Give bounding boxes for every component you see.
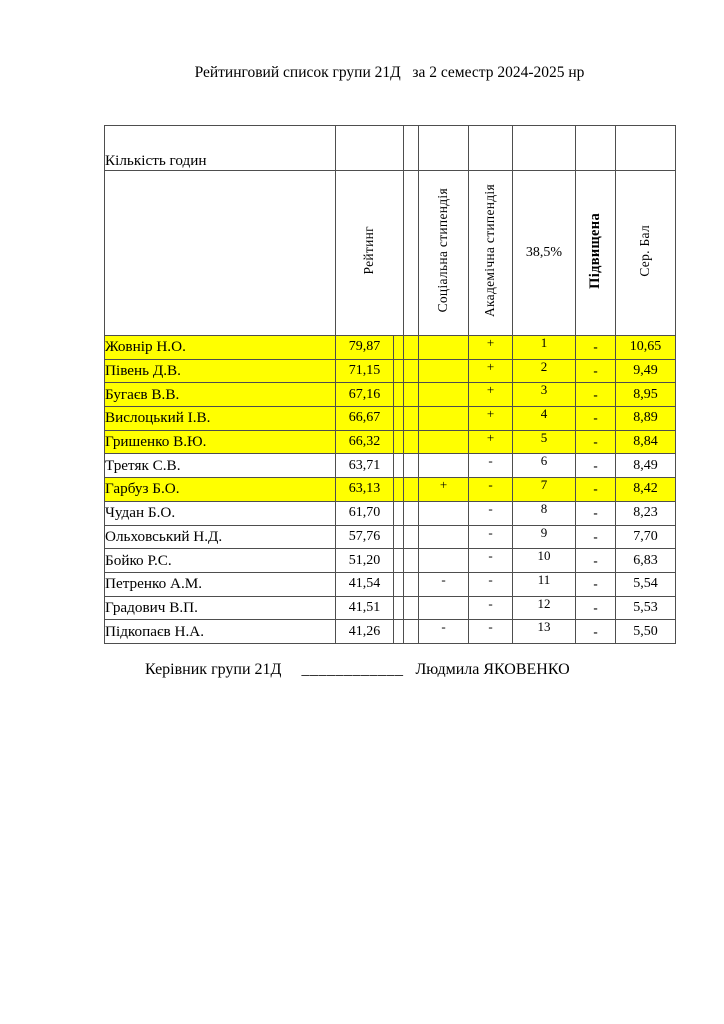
signature-blank: ____________ xyxy=(301,661,404,678)
spacer-cell xyxy=(404,478,419,502)
social-scholarship-cell xyxy=(419,596,469,620)
spacer-cell xyxy=(394,596,404,620)
social-scholarship-cell xyxy=(419,336,469,360)
academic-scholarship-cell: - xyxy=(469,620,513,644)
rank-cell: 2 xyxy=(513,359,576,383)
table-body xyxy=(105,336,676,644)
social-scholarship-cell xyxy=(419,549,469,573)
raised-scholarship-cell: - xyxy=(576,596,616,620)
table-row xyxy=(105,478,676,502)
percent-column-label: 38,5% xyxy=(525,245,563,260)
average-grade-cell: 8,49 xyxy=(616,454,676,478)
rating-value-cell: 63,71 xyxy=(336,454,394,478)
student-name-cell: Бойко Р.С. xyxy=(105,549,336,573)
average-grade-cell: 10,65 xyxy=(616,336,676,360)
header-spacer-cell xyxy=(469,126,513,171)
academic-scholarship-cell: - xyxy=(469,525,513,549)
social-scholarship-cell xyxy=(419,525,469,549)
student-name-cell: Вислоцький І.В. xyxy=(105,407,336,431)
spacer-cell xyxy=(394,407,404,431)
social-scholarship-cell xyxy=(419,501,469,525)
rating-value-cell: 66,32 xyxy=(336,430,394,454)
table-row xyxy=(105,336,676,360)
spacer-cell xyxy=(404,430,419,454)
raised-scholarship-column-label: Підвищена xyxy=(586,212,603,289)
table-row xyxy=(105,620,676,644)
student-name-cell: Жовнір Н.О. xyxy=(105,336,336,360)
spacer-cell xyxy=(404,407,419,431)
academic-scholarship-cell: - xyxy=(469,572,513,596)
table-row xyxy=(105,407,676,431)
raised-scholarship-cell: - xyxy=(576,430,616,454)
rank-cell: 3 xyxy=(513,383,576,407)
academic-scholarship-column-label: Академічна стипендія xyxy=(482,183,498,318)
average-column-header-cell xyxy=(616,171,676,336)
average-grade-cell: 7,70 xyxy=(616,525,676,549)
academic-scholarship-cell: - xyxy=(469,454,513,478)
average-grade-cell: 8,89 xyxy=(616,407,676,431)
social-scholarship-cell xyxy=(419,383,469,407)
academic-scholarship-cell: - xyxy=(469,549,513,573)
rating-value-cell: 67,16 xyxy=(336,383,394,407)
table-row xyxy=(105,430,676,454)
raised-scholarship-cell: - xyxy=(576,454,616,478)
rank-cell: 12 xyxy=(513,596,576,620)
social-column-header-cell xyxy=(419,171,469,336)
social-scholarship-cell xyxy=(419,407,469,431)
spacer-cell xyxy=(404,549,419,573)
header-spacer-cell xyxy=(576,126,616,171)
spacer-cell xyxy=(404,501,419,525)
rating-value-cell: 63,13 xyxy=(336,478,394,502)
student-name-cell: Бугаєв В.В. xyxy=(105,383,336,407)
spacer-cell xyxy=(394,454,404,478)
social-scholarship-column-label: Соціальна стипендія xyxy=(435,188,451,313)
spacer-cell xyxy=(394,478,404,502)
spacer-cell xyxy=(404,572,419,596)
table-row xyxy=(105,454,676,478)
footer-prefix: Керівник групи 21Д xyxy=(145,661,282,678)
rating-value-cell: 51,20 xyxy=(336,549,394,573)
hours-header-cell: Кількість годин xyxy=(105,126,336,171)
signature-line xyxy=(145,661,570,679)
rank-cell: 4 xyxy=(513,407,576,431)
raised-scholarship-cell: - xyxy=(576,383,616,407)
student-name-cell: Гарбуз Б.О. xyxy=(105,478,336,502)
social-scholarship-cell: - xyxy=(419,572,469,596)
rating-column-header-cell xyxy=(336,171,404,336)
table-row xyxy=(105,572,676,596)
academic-scholarship-cell: - xyxy=(469,596,513,620)
social-scholarship-cell xyxy=(419,430,469,454)
rank-cell: 9 xyxy=(513,525,576,549)
student-name-cell: Гришенко В.Ю. xyxy=(105,430,336,454)
table-row xyxy=(105,549,676,573)
social-scholarship-cell xyxy=(419,454,469,478)
rating-value-cell: 41,51 xyxy=(336,596,394,620)
raised-scholarship-cell: - xyxy=(576,549,616,573)
table-row xyxy=(105,596,676,620)
academic-column-header-cell xyxy=(469,171,513,336)
spacer-cell xyxy=(394,359,404,383)
rank-cell: 10 xyxy=(513,549,576,573)
average-grade-cell: 8,23 xyxy=(616,501,676,525)
spacer-cell xyxy=(394,501,404,525)
academic-scholarship-cell: + xyxy=(469,336,513,360)
header-spacer-cell xyxy=(616,126,676,171)
spacer-cell xyxy=(394,383,404,407)
spacer-cell xyxy=(394,572,404,596)
average-grade-cell: 8,42 xyxy=(616,478,676,502)
student-name-cell: Градович В.П. xyxy=(105,596,336,620)
spacer-cell xyxy=(394,336,404,360)
raised-scholarship-cell: - xyxy=(576,336,616,360)
rating-column-label: Рейтинг xyxy=(361,226,377,275)
rating-value-cell: 66,67 xyxy=(336,407,394,431)
rank-cell: 1 xyxy=(513,336,576,360)
average-grade-cell: 5,53 xyxy=(616,596,676,620)
academic-scholarship-cell: + xyxy=(469,359,513,383)
academic-scholarship-cell: + xyxy=(469,407,513,431)
rank-cell: 5 xyxy=(513,430,576,454)
rating-value-cell: 57,76 xyxy=(336,525,394,549)
student-name-cell: Чудан Б.О. xyxy=(105,501,336,525)
academic-scholarship-cell: + xyxy=(469,430,513,454)
average-grade-cell: 6,83 xyxy=(616,549,676,573)
rank-cell: 13 xyxy=(513,620,576,644)
average-grade-cell: 8,95 xyxy=(616,383,676,407)
student-name-cell: Третяк С.В. xyxy=(105,454,336,478)
academic-scholarship-cell: - xyxy=(469,478,513,502)
average-grade-cell: 5,50 xyxy=(616,620,676,644)
raised-column-header-cell xyxy=(576,171,616,336)
page-title: Рейтинговий список групи 21Д за 2 семестр 2024-2025 нр xyxy=(194,64,585,81)
raised-scholarship-cell: - xyxy=(576,525,616,549)
spacer-cell xyxy=(404,383,419,407)
student-name-cell: Ольховський Н.Д. xyxy=(105,525,336,549)
table-row xyxy=(105,501,676,525)
social-scholarship-cell xyxy=(419,359,469,383)
header-spacer-cell xyxy=(419,126,469,171)
header-spacer-cell xyxy=(513,126,576,171)
average-grade-column-label: Сер. Бал xyxy=(637,224,653,277)
table-row xyxy=(105,383,676,407)
rating-value-cell: 41,54 xyxy=(336,572,394,596)
header-spacer-cell xyxy=(404,126,419,171)
rank-cell: 7 xyxy=(513,478,576,502)
raised-scholarship-cell: - xyxy=(576,407,616,431)
table-header-row-hours xyxy=(105,126,676,171)
table-row xyxy=(105,359,676,383)
spacer-cell xyxy=(404,596,419,620)
percent-column-header-cell xyxy=(513,171,576,336)
spacer-cell xyxy=(404,359,419,383)
academic-scholarship-cell: + xyxy=(469,383,513,407)
average-grade-cell: 8,84 xyxy=(616,430,676,454)
social-scholarship-cell: - xyxy=(419,620,469,644)
rating-value-cell: 41,26 xyxy=(336,620,394,644)
header-spacer-cell xyxy=(336,126,404,171)
raised-scholarship-cell: - xyxy=(576,359,616,383)
rating-value-cell: 79,87 xyxy=(336,336,394,360)
rating-value-cell: 71,15 xyxy=(336,359,394,383)
rank-cell: 11 xyxy=(513,572,576,596)
spacer-cell xyxy=(404,620,419,644)
spacer-cell xyxy=(394,430,404,454)
raised-scholarship-cell: - xyxy=(576,572,616,596)
table-header-section xyxy=(105,126,676,336)
spacer-cell xyxy=(404,454,419,478)
student-name-cell: Петренко А.М. xyxy=(105,572,336,596)
raised-scholarship-cell: - xyxy=(576,620,616,644)
table-row xyxy=(105,525,676,549)
rating-table xyxy=(104,125,676,644)
rank-cell: 8 xyxy=(513,501,576,525)
spacer-cell xyxy=(404,336,419,360)
header-spacer-cell xyxy=(404,171,419,336)
spacer-cell xyxy=(394,525,404,549)
average-grade-cell: 5,54 xyxy=(616,572,676,596)
social-scholarship-cell: + xyxy=(419,478,469,502)
spacer-cell xyxy=(394,549,404,573)
table-header-row-labels xyxy=(105,171,676,336)
average-grade-cell: 9,49 xyxy=(616,359,676,383)
spacer-cell xyxy=(394,620,404,644)
raised-scholarship-cell: - xyxy=(576,478,616,502)
name-column-header-cell xyxy=(105,171,336,336)
footer-signer: Людмила ЯКОВЕНКО xyxy=(415,661,570,678)
academic-scholarship-cell: - xyxy=(469,501,513,525)
student-name-cell: Підкопаєв Н.А. xyxy=(105,620,336,644)
rating-value-cell: 61,70 xyxy=(336,501,394,525)
spacer-cell xyxy=(404,525,419,549)
raised-scholarship-cell: - xyxy=(576,501,616,525)
student-name-cell: Півень Д.В. xyxy=(105,359,336,383)
rank-cell: 6 xyxy=(513,454,576,478)
